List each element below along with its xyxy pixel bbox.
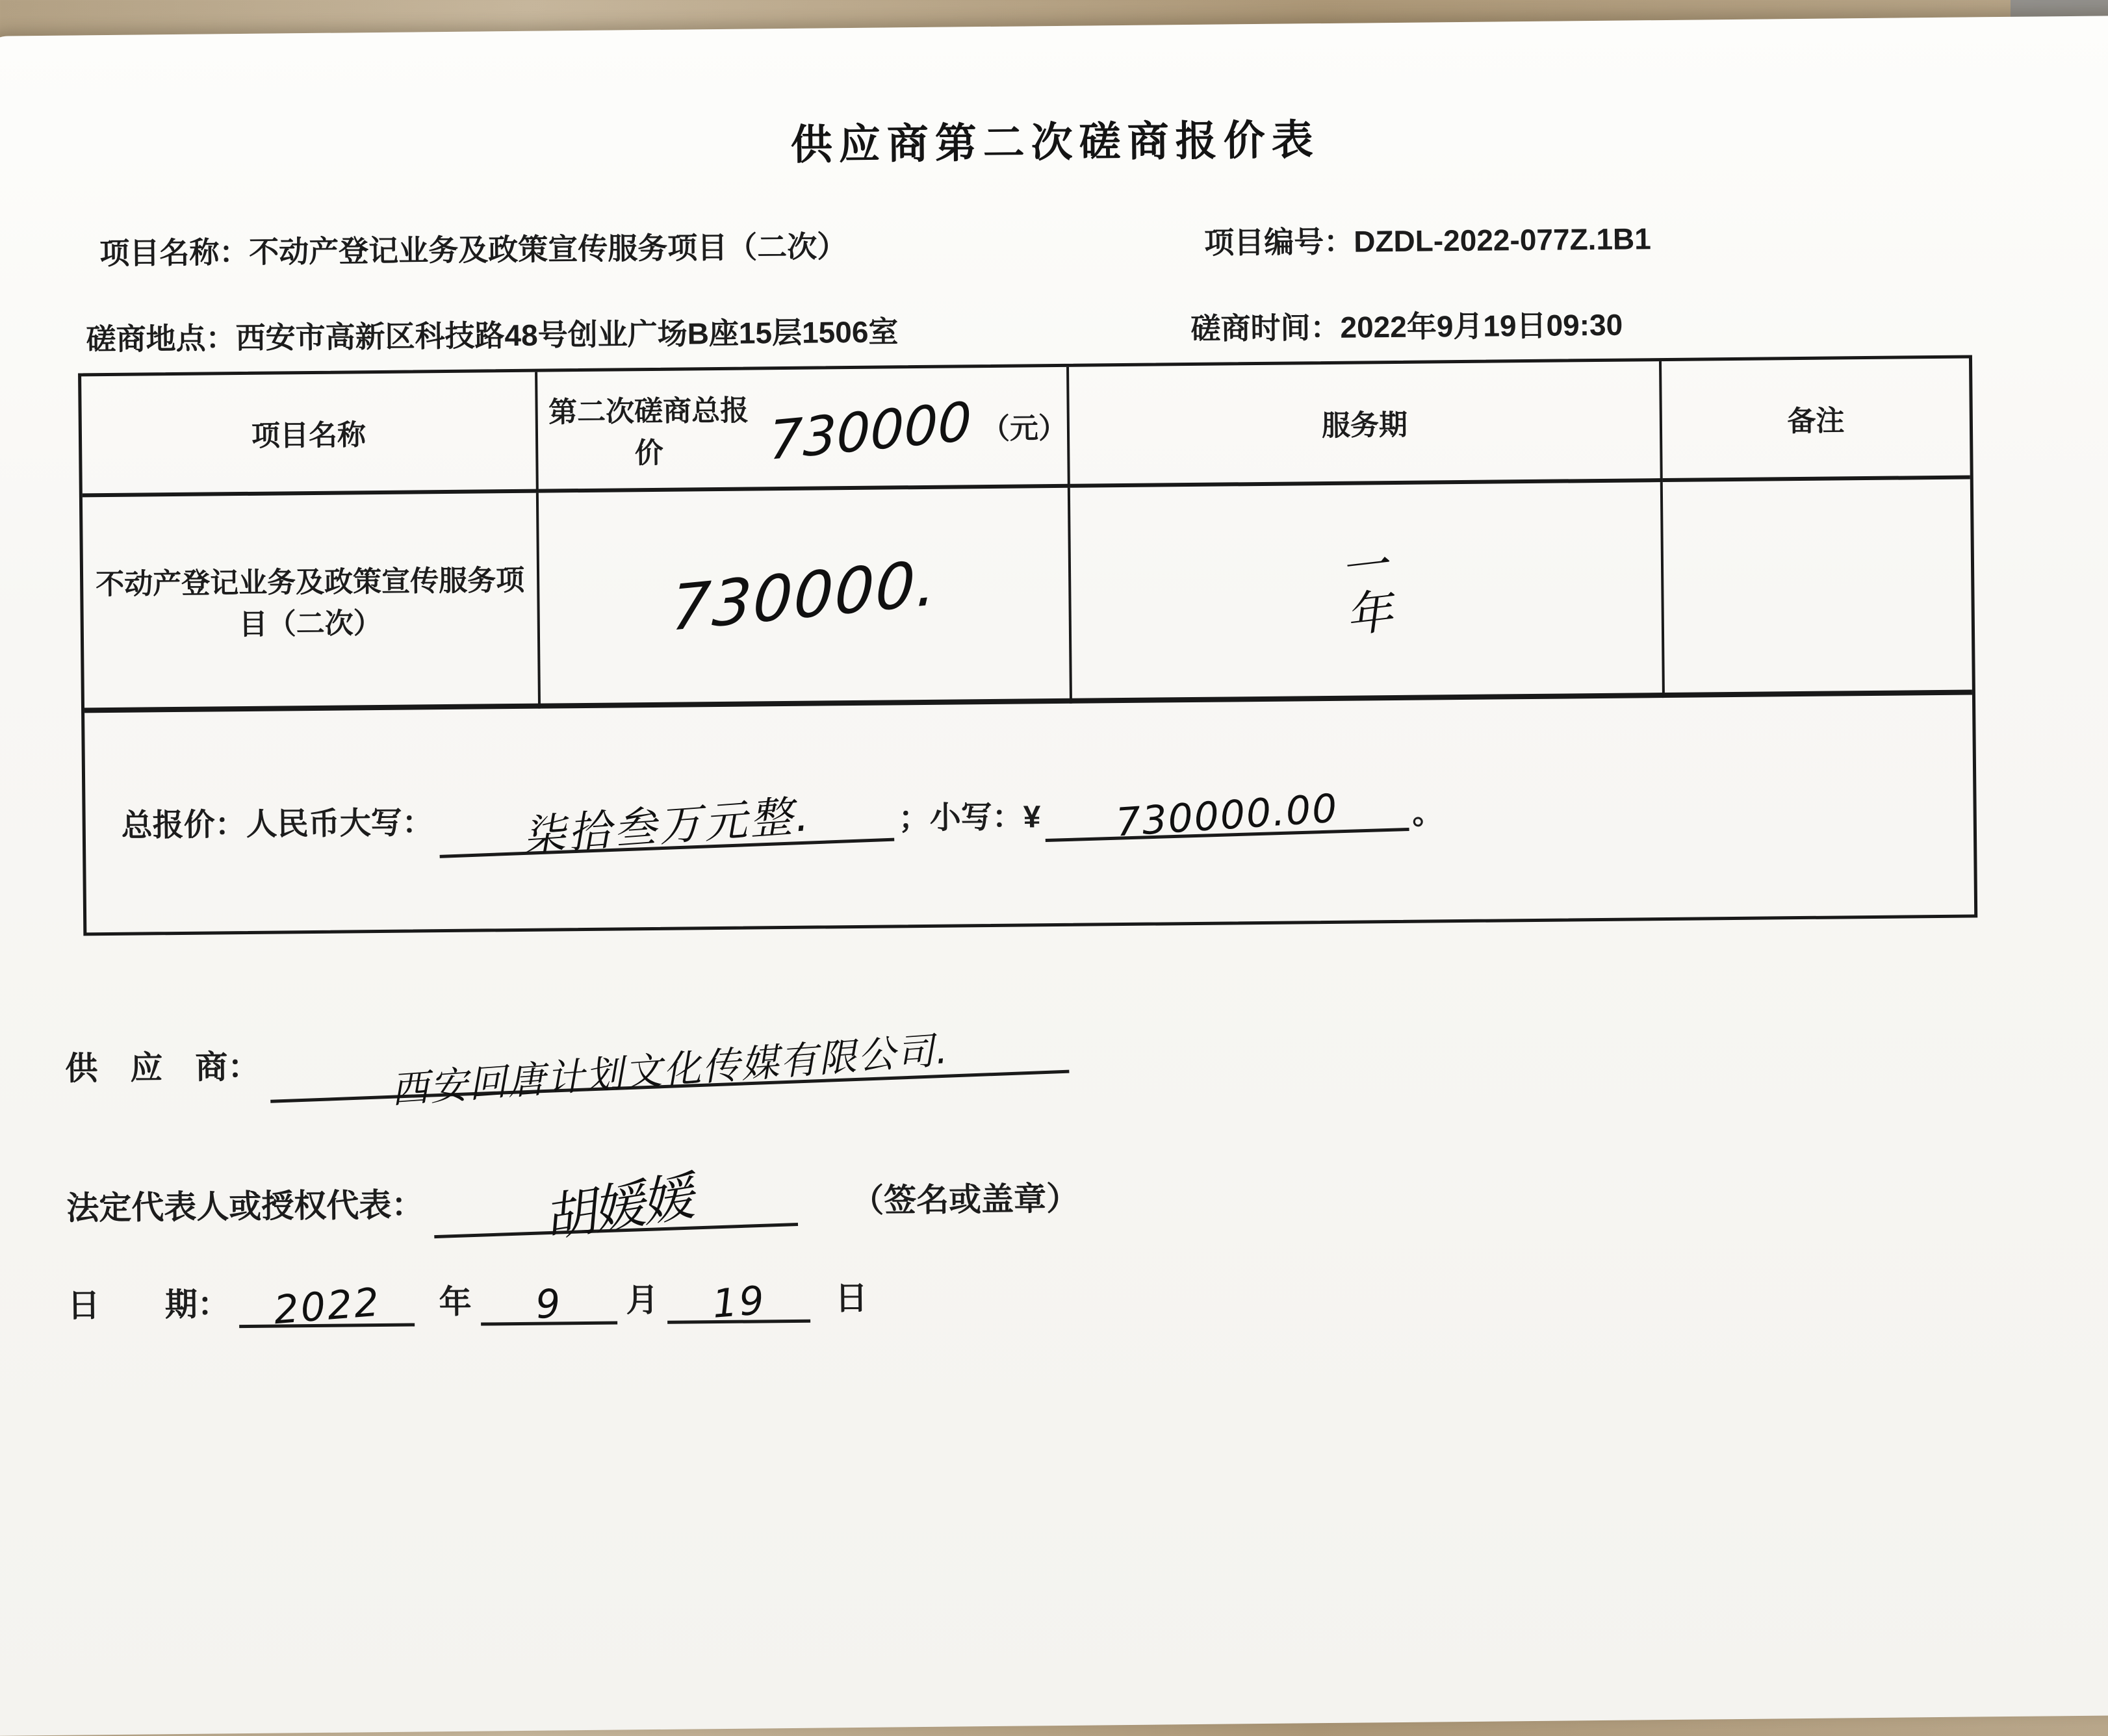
- row-project-line1: 不动产登记业务及政策宣传服务项: [96, 557, 525, 602]
- paper-sheet: [0, 16, 2108, 1736]
- date-day-underline: [667, 1274, 811, 1324]
- date-month-unit: 月: [626, 1282, 659, 1318]
- date-year-unit: 年: [439, 1284, 472, 1320]
- supplier-underline: [268, 1015, 1069, 1103]
- header-project-name: 项目名称: [81, 372, 539, 498]
- date-label: 日 期：: [68, 1286, 231, 1323]
- sign-or-seal-note: （签名或盖章）: [851, 1181, 1079, 1219]
- row-price-handwritten: 730000.: [669, 546, 938, 645]
- total-label: 总报价：人民币大写：: [121, 797, 433, 845]
- project-no-value: DZDL-2022-077Z.1B1: [1354, 222, 1651, 258]
- project-name-line: [99, 223, 847, 273]
- header-total-price: [537, 367, 1070, 493]
- row-price-cell: [539, 488, 1072, 709]
- date-month-handwritten: 9: [534, 1281, 565, 1328]
- project-name-value: 不动产登记业务及政策宣传服务项目（二次）: [249, 229, 847, 269]
- time-value: 2022年9月19日09:30: [1340, 308, 1623, 344]
- legal-rep-line: [66, 1150, 1079, 1238]
- row-remark-cell: [1663, 479, 1972, 698]
- row-project-line2: 目（二次）: [96, 598, 525, 644]
- date-line: [67, 1272, 868, 1330]
- project-no-label: 项目编号：: [1204, 225, 1354, 260]
- total-period: 。: [1412, 787, 1444, 832]
- date-year-handwritten: 2022: [272, 1279, 382, 1333]
- row-project-name-text: [96, 557, 525, 644]
- header-price-prefix: 第二次磋商总报价: [537, 387, 760, 472]
- date-day-unit: 日: [835, 1280, 868, 1316]
- total-capital-handwritten: 柒拾叁万元整.: [520, 781, 813, 863]
- header-remark: 备注: [1662, 359, 1970, 483]
- form-content: [0, 16, 2108, 1736]
- time-label: 磋商时间：: [1190, 311, 1340, 346]
- row-service-cell: [1070, 482, 1665, 704]
- date-day-handwritten: 19: [711, 1278, 768, 1327]
- time-line: [1190, 301, 1623, 348]
- header-service-period: 服务期: [1069, 361, 1663, 488]
- header-price-suffix: （元）: [981, 405, 1068, 447]
- venue-line: [86, 308, 898, 359]
- total-price-row: [84, 695, 1974, 932]
- venue-value: 西安市高新区科技路48号创业广场B座15层1506室: [235, 314, 898, 355]
- header-price-handwritten: 730000: [769, 390, 971, 472]
- date-month-underline: [480, 1276, 617, 1326]
- project-name-label: 项目名称：: [99, 235, 249, 270]
- supplier-handwritten: 西安回唐计划文化传媒有限公司.: [389, 1019, 950, 1114]
- legal-rep-signature-handwritten: 胡媛媛: [537, 1155, 695, 1251]
- row-service-handwritten: 一年: [1334, 541, 1398, 640]
- supplier-label: 供 应 商：: [65, 1049, 261, 1087]
- total-numeric-underline: [1044, 782, 1409, 841]
- total-numeric-handwritten: 730000.00: [1114, 785, 1339, 845]
- form-title: 供应商第二次磋商报价表: [0, 99, 2108, 179]
- supplier-line: [65, 1027, 1069, 1094]
- project-no-line: [1204, 215, 1651, 262]
- total-capital-underline: [437, 776, 894, 858]
- venue-label: 磋商地点：: [86, 321, 235, 356]
- legal-rep-underline: [431, 1148, 798, 1238]
- legal-rep-label: 法定代表人或授权代表：: [66, 1186, 424, 1226]
- row-project-name: [83, 493, 541, 713]
- total-lowercase-label: ；小写：¥: [898, 791, 1040, 837]
- quotation-table: [78, 355, 1977, 936]
- date-year-underline: [238, 1278, 415, 1329]
